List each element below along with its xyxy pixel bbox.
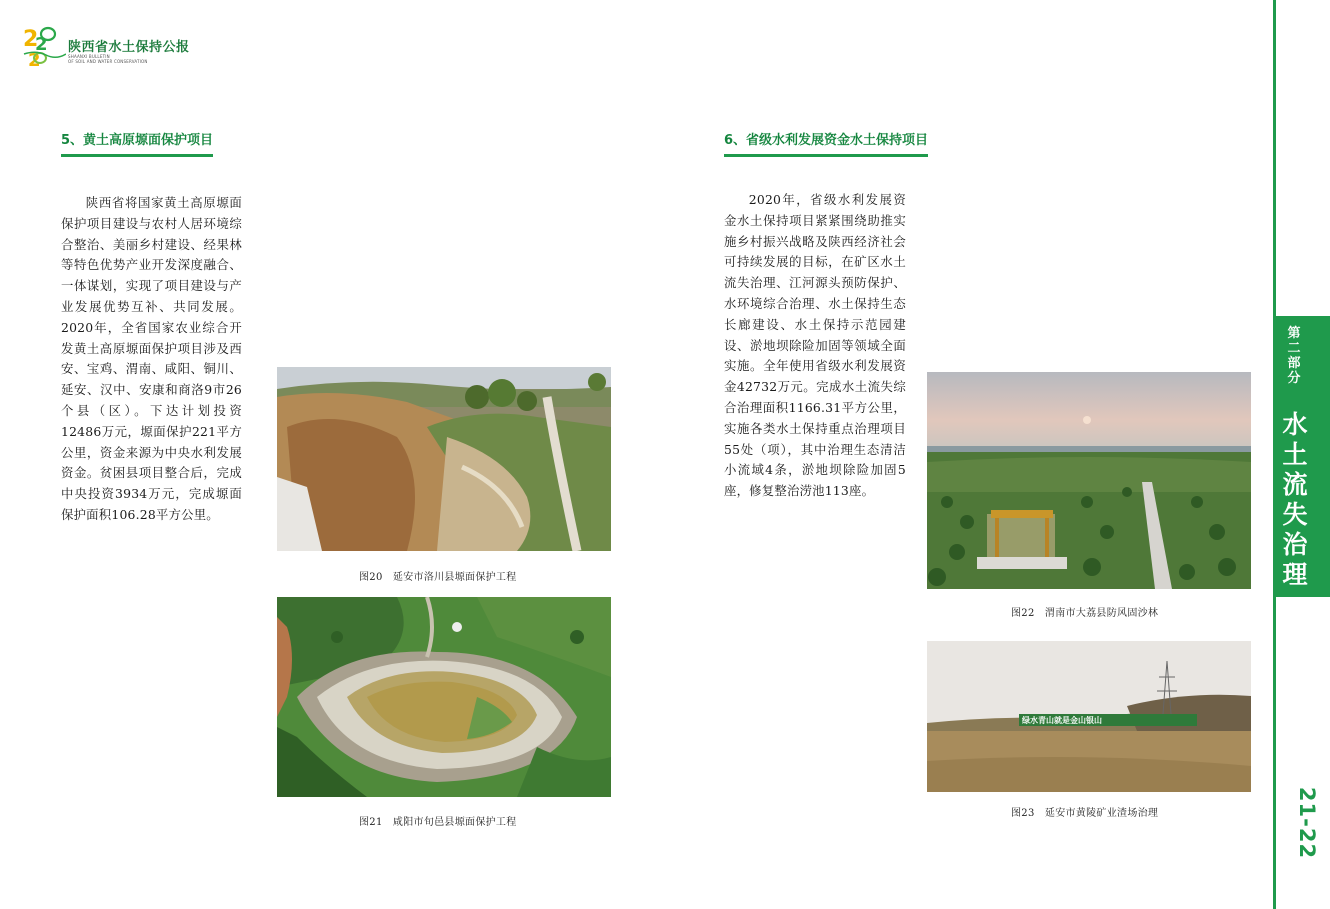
- figure-23-photo: [927, 641, 1251, 792]
- figure-23-sign-text: 绿水青山就是金山银山: [1022, 716, 1102, 725]
- section-6-paragraph: 2020年，省级水利发展资金水土保持项目紧紧围绕助推实施乡村振兴战略及陕西经济社会可持续发展的目标，在矿区水土流失治理、江河源头预防保护、水环境综合治理、水土保持生态长廊建设、水土保持示范园建设、淤地坝除险加固等领域全面实施。全年使用省级水利发展资金42732万元。完成水土流失综合治理面积1166.31平方公里，实施各类水土保持重点治理项目55处（项），其中治理生态清洁小流域4条，淤地坝除险加固5座，修复整治涝池113座。: [724, 192, 906, 499]
- section-5-paragraph: 陕西省将国家黄土高原塬面保护项目建设与农村人居环境综合整治、美丽乡村建设、经果林等特色优势产业开发深度融合、一体谋划，实现了项目建设与产业发展优势互补、共同发展。2020年，全省国家农业综合开发黄土高原塬面保护项目涉及西安、宝鸡、渭南、咸阳、铜川、延安、汉中、安康和商洛9市26个县（区）。下达计划投资12486万元，塬面保护221平方公里，资金来源为中央水利发展资金。贫困县项目整合后，完成中央投资3934万元，完成塬面保护面积106.28平方公里。: [61, 195, 242, 522]
- chapter-part-label: 第二部分: [1287, 326, 1301, 386]
- figure-20-photo: [277, 367, 611, 551]
- figure-21-caption: 图21 咸阳市旬邑县塬面保护工程: [359, 817, 517, 828]
- figure-22-photo: [927, 372, 1251, 589]
- bulletin-subtitle-line2: OF SOIL AND WATER CONSERVATION: [68, 59, 148, 64]
- svg-text:2: 2: [23, 27, 39, 52]
- bulletin-subtitle-line1: SHAANXI BULLETIN: [68, 54, 110, 59]
- page-number: 21-22: [1295, 786, 1319, 860]
- bulletin-title: 陕西省水土保持公报: [68, 40, 190, 55]
- svg-text:2: 2: [35, 34, 48, 55]
- figure-20-caption: 图20 延安市洛川县塬面保护工程: [359, 572, 517, 583]
- section-title-5: 5、黄土高原塬面保护项目: [61, 129, 213, 157]
- chapter-title: 水土流失治理: [1282, 410, 1308, 589]
- svg-text:2: 2: [28, 50, 41, 68]
- figure-23-caption: 图23 延安市黄陵矿业渣场治理: [1011, 808, 1159, 819]
- section-title-6: 6、省级水利发展资金水土保持项目: [724, 129, 928, 157]
- figure-22-caption: 图22 渭南市大荔县防风固沙林: [1011, 608, 1159, 619]
- bulletin-logo: [22, 24, 66, 68]
- figure-21-photo: [277, 597, 611, 797]
